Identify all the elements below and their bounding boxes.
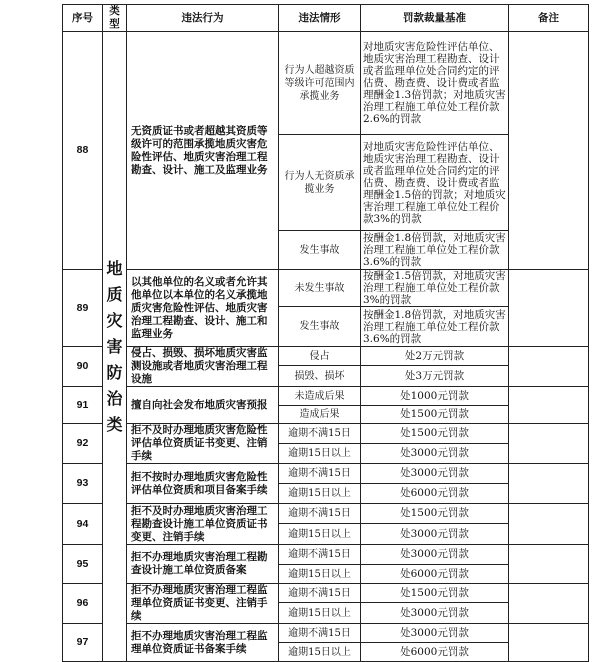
row-basis: 处3万元罚款 (361, 366, 509, 387)
row-basis: 处1500元罚款 (361, 424, 509, 444)
row-remarks (509, 504, 589, 545)
row-situation: 发生事故 (279, 231, 361, 270)
row-seq: 92 (63, 424, 103, 464)
row-basis: 处3000元罚款 (361, 624, 509, 643)
row-situation: 逾期15日以上 (279, 484, 361, 504)
table-header-row (63, 5, 589, 32)
row-situation: 逾期15日以上 (279, 643, 361, 662)
row-act: 侵占、损毁、损坏地质灾害监测设施或者地质灾害治理工程设施 (127, 347, 279, 387)
table-row (63, 584, 589, 603)
row-basis: 处1000元罚款 (361, 387, 509, 406)
table-row (63, 624, 589, 643)
row-act: 拒不及时办理地质灾害治理工程勘查设计施工单位资质证书变更、注销手续 (127, 504, 279, 545)
row-situation: 逾期不满15日 (279, 424, 361, 444)
row-situation: 逾期不满15日 (279, 464, 361, 484)
row-seq: 96 (63, 584, 103, 624)
category-cell (103, 32, 127, 662)
row-remarks (509, 424, 589, 464)
row-remarks (509, 464, 589, 504)
row-situation: 逾期不满15日 (279, 545, 361, 565)
row-seq: 93 (63, 464, 103, 504)
row-situation: 损毁、损坏 (279, 366, 361, 387)
row-act: 无资质证书或者超越其资质等级许可的范围承揽地质灾害危险性评估、地质灾害治理工程勘查、设计、施工及监理业务 (127, 32, 279, 270)
table-row (63, 270, 589, 307)
row-act: 拒不办理地质灾害治理工程监理单位资质证书变更、注销手续 (127, 584, 279, 624)
row-basis: 处3000元罚款 (361, 545, 509, 565)
header-category: 类型 (103, 5, 127, 32)
row-situation: 未发生事故 (279, 270, 361, 307)
header-basis: 罚款裁量基准 (361, 5, 509, 32)
header-situation: 违法情形 (279, 5, 361, 32)
row-situation: 发生事故 (279, 307, 361, 347)
row-remarks (509, 32, 589, 270)
row-basis: 处2万元罚款 (361, 347, 509, 366)
table-row (63, 387, 589, 406)
row-situation: 逾期不满15日 (279, 624, 361, 643)
row-remarks (509, 624, 589, 662)
row-act: 拒不及时办理地质灾害危险性评估单位资质证书变更、注销手续 (127, 424, 279, 464)
row-basis: 对地质灾害危险性评估单位、地质灾害治理工程勘查、设计或者监理单位处合同约定的评估费、勘查费、设计费或者监理酬金1.3倍罚款；对地质灾害治理工程施工单位处工程价款2.6%的罚款 (361, 32, 509, 135)
header-seq: 序号 (63, 5, 103, 32)
row-situation: 造成后果 (279, 406, 361, 424)
row-basis: 处3000元罚款 (361, 603, 509, 624)
row-basis: 按酬金1.8倍罚款，对地质灾害治理工程施工单位处工程价款3.6%的罚款 (361, 307, 509, 347)
row-seq: 89 (63, 270, 103, 347)
row-basis: 处1500元罚款 (361, 584, 509, 603)
row-situation: 未造成后果 (279, 387, 361, 406)
row-seq: 90 (63, 347, 103, 387)
row-seq: 95 (63, 545, 103, 584)
row-remarks (509, 270, 589, 347)
category-label: 地质灾害防治类 (106, 258, 123, 434)
header-act: 违法行为 (127, 5, 279, 32)
row-act: 拒不办理地质灾害治理工程监理单位资质证书备案手续 (127, 624, 279, 662)
row-situation: 逾期不满15日 (279, 504, 361, 524)
row-situation: 逾期15日以上 (279, 603, 361, 624)
row-act: 以其他单位的名义或者允许其他单位以本单位的名义承揽地质灾害危险性评估、地质灾害治理工程勘查、设计、施工和监理业务 (127, 270, 279, 347)
row-basis: 处1500元罚款 (361, 504, 509, 524)
row-situation: 行为人超越资质等级许可范围内承揽业务 (279, 32, 361, 135)
row-situation: 逾期15日以上 (279, 565, 361, 584)
row-basis: 处6000元罚款 (361, 484, 509, 504)
penalty-table (62, 4, 589, 662)
row-basis: 处3000元罚款 (361, 464, 509, 484)
table-row (63, 504, 589, 524)
row-situation: 逾期不满15日 (279, 584, 361, 603)
row-seq: 94 (63, 504, 103, 545)
row-seq: 88 (63, 32, 103, 270)
row-remarks (509, 347, 589, 387)
row-basis: 按酬金1.8倍罚款，对地质灾害治理工程施工单位处工程价款3.6%的罚款 (361, 231, 509, 270)
row-act: 拒不办理地质灾害治理工程勘查设计施工单位资质备案 (127, 545, 279, 584)
row-seq: 97 (63, 624, 103, 662)
row-remarks (509, 545, 589, 584)
row-basis: 对地质灾害危险性评估单位、地质灾害治理工程勘查、设计或者监理单位处合同约定的评估费、勘查费、设计费或者监理酬金1.5倍的罚款；对地质灾害治理工程施工单位处工程价款3%的罚款 (361, 135, 509, 231)
row-basis: 处6000元罚款 (361, 643, 509, 662)
row-situation: 逾期15日以上 (279, 524, 361, 545)
row-situation: 侵占 (279, 347, 361, 366)
row-basis: 按酬金1.5倍罚款，对地质灾害治理工程施工单位处工程价款3%的罚款 (361, 270, 509, 307)
table-row (63, 545, 589, 565)
table-row (63, 347, 589, 366)
row-situation: 逾期15日以上 (279, 444, 361, 464)
row-basis: 处3000元罚款 (361, 524, 509, 545)
table-row (63, 32, 589, 135)
row-basis: 处1500元罚款 (361, 406, 509, 424)
row-act: 擅自向社会发布地质灾害预报 (127, 387, 279, 424)
row-situation: 行为人无资质承揽业务 (279, 135, 361, 231)
row-act: 拒不按时办理地质灾害危险性评估单位资质和项目备案手续 (127, 464, 279, 504)
table-row (63, 424, 589, 444)
table-row (63, 464, 589, 484)
row-remarks (509, 584, 589, 624)
row-seq: 91 (63, 387, 103, 424)
row-remarks (509, 387, 589, 424)
row-basis: 处6000元罚款 (361, 565, 509, 584)
header-remarks: 备注 (509, 5, 589, 32)
row-basis: 处3000元罚款 (361, 444, 509, 464)
